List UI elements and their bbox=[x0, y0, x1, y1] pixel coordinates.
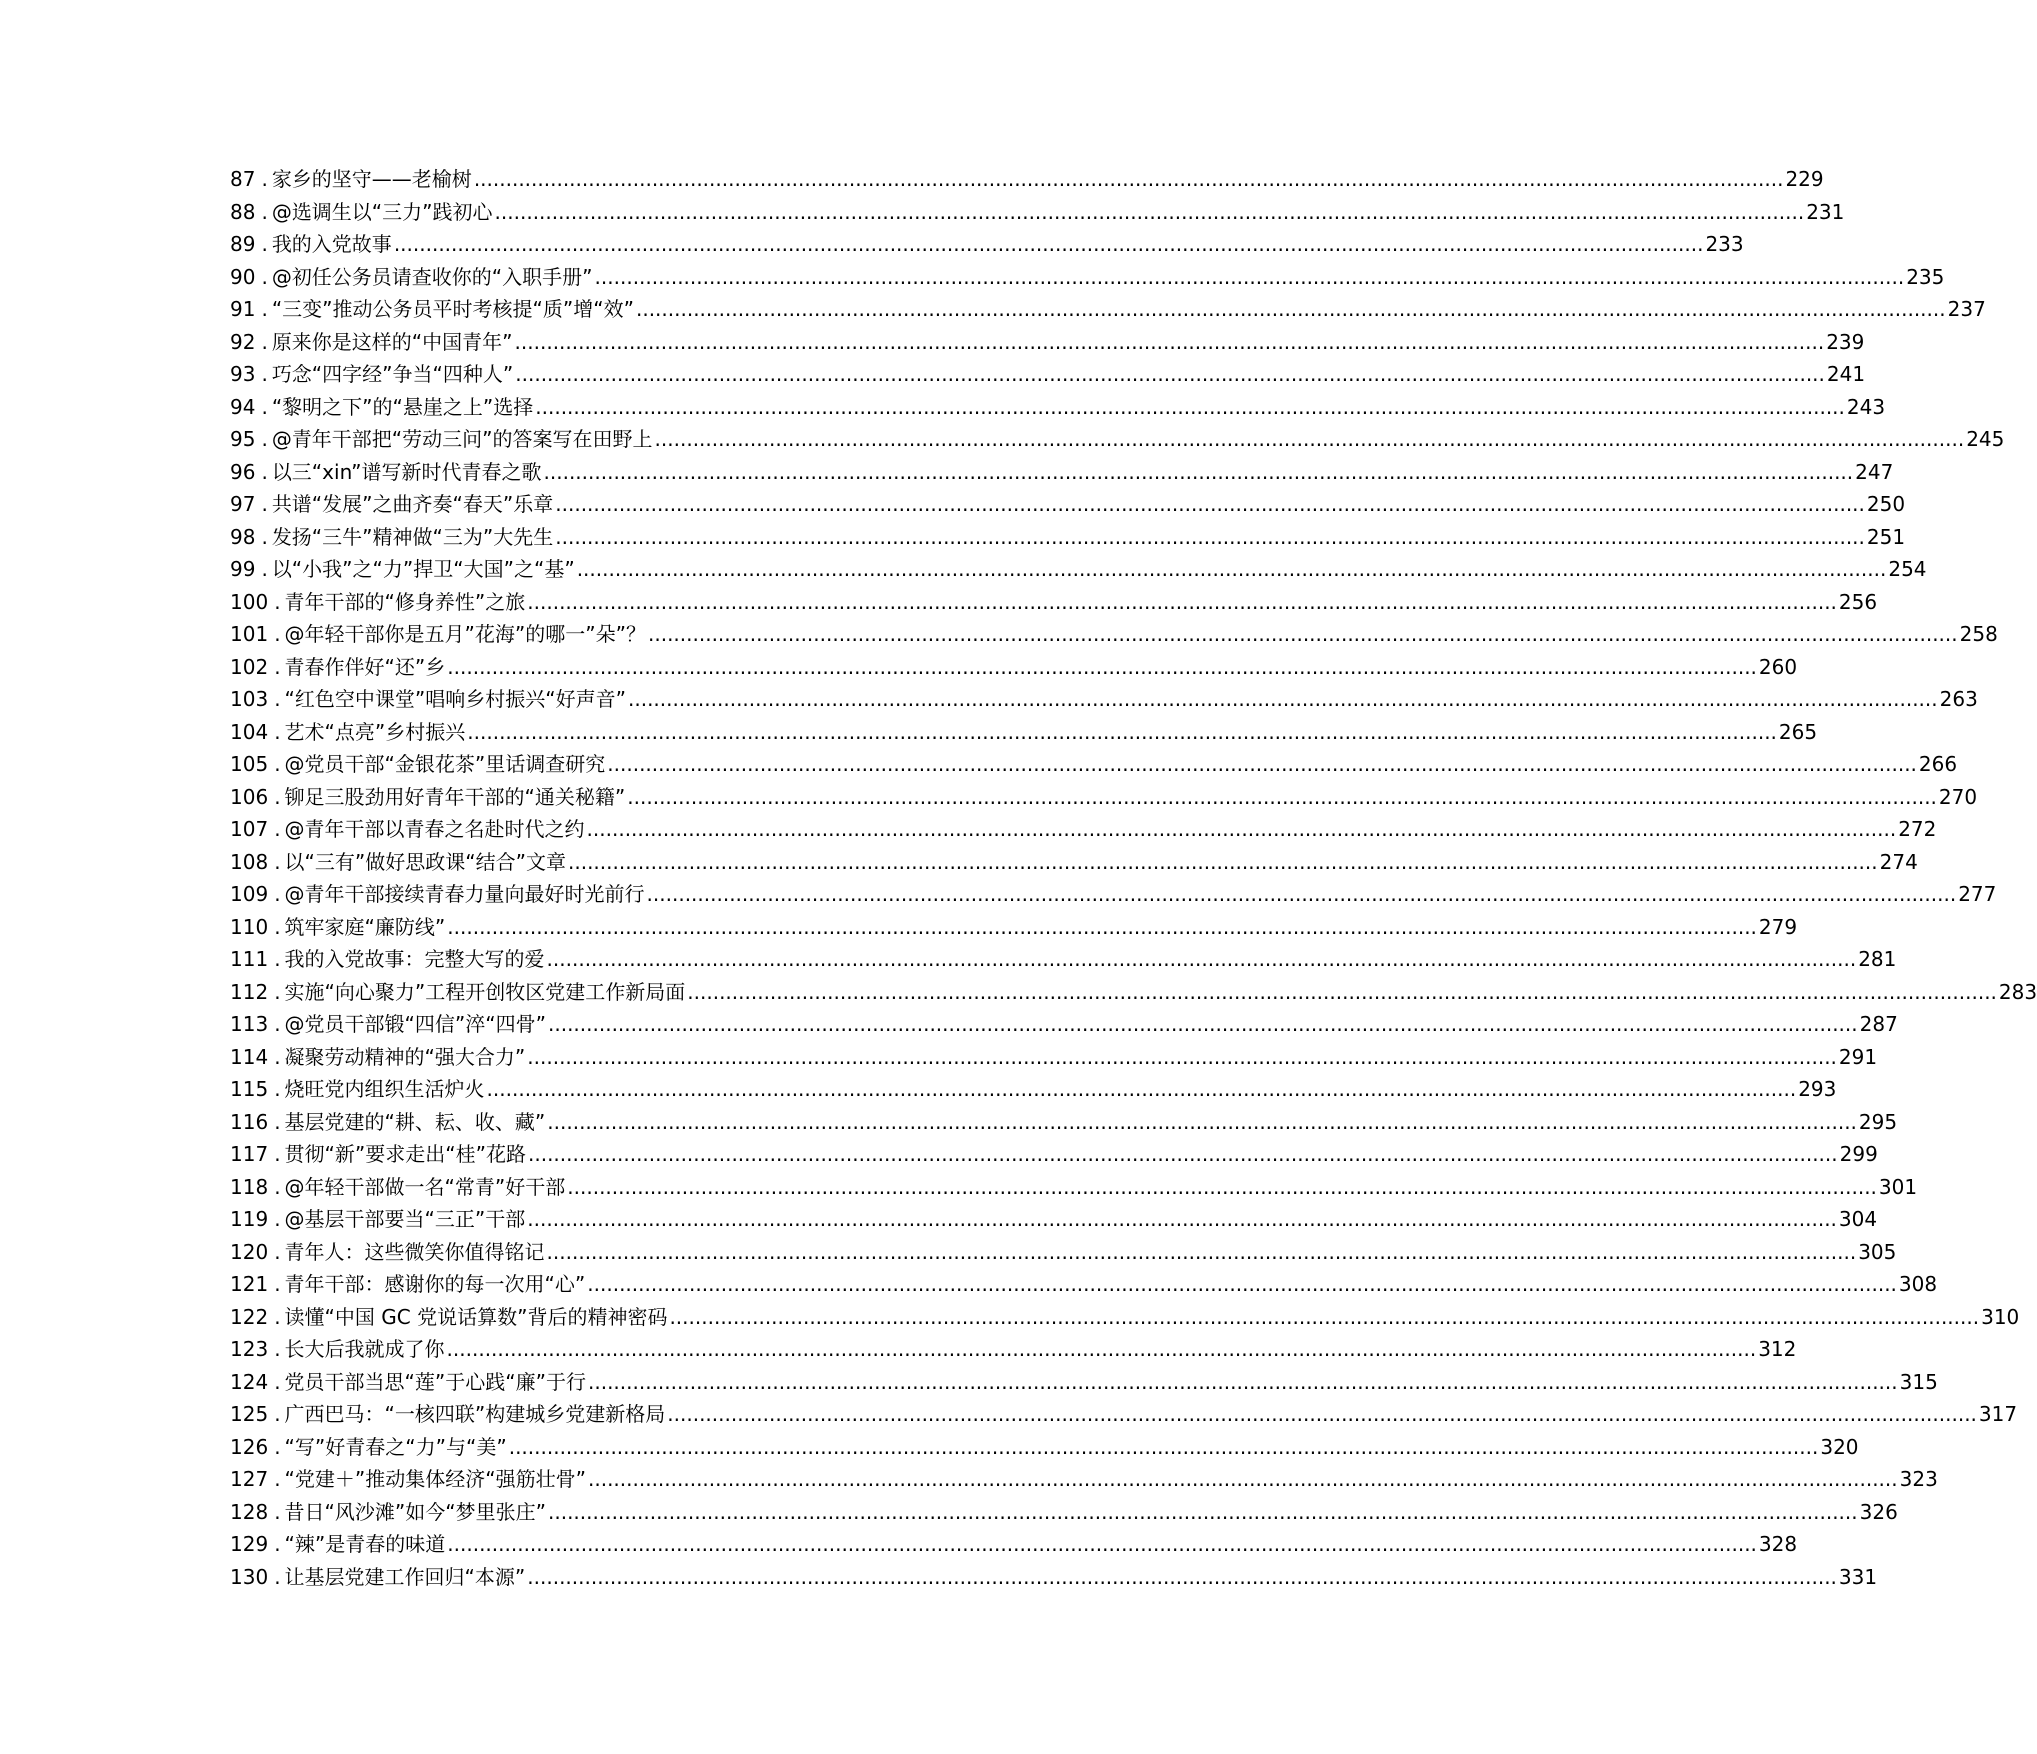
toc-entry-title: “党建＋”推动集体经济“强筋壮骨” bbox=[284, 1467, 586, 1491]
toc-entry-separator: . bbox=[274, 1434, 281, 1459]
toc-entry-page-number: 256 bbox=[1838, 589, 1878, 614]
toc-entry[interactable] bbox=[230, 781, 1978, 814]
toc-entry-title: 让基层党建工作回归“本源” bbox=[284, 1564, 526, 1589]
toc-entry-page-number: 266 bbox=[1918, 752, 1958, 776]
toc-entry-title: @青年干部接续青春力量向最好时光前行 bbox=[284, 882, 645, 906]
toc-entry-page-number: 265 bbox=[1778, 719, 1818, 744]
toc-entry[interactable] bbox=[230, 1398, 2018, 1431]
toc-entry-page-number: 239 bbox=[1826, 329, 1865, 354]
toc-entry-separator: . bbox=[261, 264, 268, 289]
toc-entry-page-number: 241 bbox=[1826, 362, 1866, 386]
toc-entry-title: 昔日“风沙滩”如今“梦里张庄” bbox=[284, 1499, 546, 1524]
toc-entry-number: 121 bbox=[230, 1272, 269, 1296]
toc-entry-separator: . bbox=[274, 687, 281, 711]
toc-entry[interactable] bbox=[230, 1496, 1898, 1529]
toc-entry[interactable] bbox=[230, 651, 1798, 684]
toc-entry-number: 97 bbox=[230, 492, 256, 516]
toc-entry-separator: . bbox=[261, 362, 268, 386]
toc-entry-page-number: 287 bbox=[1859, 1012, 1898, 1036]
toc-entry-number: 127 bbox=[230, 1467, 269, 1491]
toc-dot-leader bbox=[655, 423, 1965, 456]
toc-entry-page-number: 254 bbox=[1888, 557, 1927, 581]
toc-dot-leader bbox=[548, 1496, 1858, 1529]
toc-dot-leader bbox=[628, 683, 1938, 716]
toc-entry-title: 筑牢家庭“廉防线” bbox=[284, 914, 446, 939]
toc-entry-page-number: 293 bbox=[1798, 1077, 1837, 1101]
toc-entry-number: 99 bbox=[230, 557, 256, 581]
toc-entry-separator: . bbox=[274, 1239, 281, 1264]
toc-dot-leader bbox=[588, 1366, 1898, 1399]
toc-dot-leader bbox=[667, 1398, 1977, 1431]
toc-entry[interactable] bbox=[230, 196, 1845, 229]
toc-dot-leader bbox=[487, 1073, 1797, 1106]
toc-entry-page-number: 235 bbox=[1906, 264, 1945, 289]
toc-dot-leader bbox=[555, 521, 1865, 554]
toc-entry-page-number: 231 bbox=[1806, 199, 1845, 224]
toc-entry-page-number: 247 bbox=[1855, 459, 1894, 484]
toc-entry-number: 92 bbox=[230, 329, 256, 354]
toc-entry-title: 烧旺党内组织生活炉火 bbox=[284, 1077, 485, 1101]
toc-entry-page-number: 305 bbox=[1858, 1239, 1897, 1264]
toc-entry-page-number: 260 bbox=[1758, 654, 1798, 679]
toc-entry-page-number: 245 bbox=[1966, 427, 2005, 451]
toc-entry-page-number: 263 bbox=[1939, 687, 1978, 711]
toc-dot-leader bbox=[527, 1041, 1837, 1074]
toc-dot-leader bbox=[495, 196, 1805, 229]
toc-entry-number: 104 bbox=[230, 719, 269, 744]
toc-entry-title: 青年干部：感谢你的每一次用“心” bbox=[284, 1272, 586, 1296]
toc-entry-number: 119 bbox=[230, 1207, 269, 1231]
toc-dot-leader bbox=[627, 781, 1937, 814]
toc-entry-page-number: 281 bbox=[1858, 947, 1897, 971]
toc-entry-page-number: 233 bbox=[1705, 232, 1744, 256]
toc-entry-number: 106 bbox=[230, 784, 269, 809]
toc-entry-number: 120 bbox=[230, 1239, 269, 1264]
toc-entry-separator: . bbox=[274, 882, 281, 906]
toc-entry-title: 基层党建的“耕、耘、收、藏” bbox=[284, 1109, 546, 1134]
toc-entry-separator: . bbox=[261, 394, 268, 419]
toc-entry-separator: . bbox=[274, 719, 281, 744]
toc-entry[interactable] bbox=[230, 163, 1824, 196]
toc-entry-separator: . bbox=[274, 1044, 281, 1069]
toc-entry-separator: . bbox=[274, 849, 281, 874]
toc-entry[interactable] bbox=[230, 1203, 1878, 1236]
toc-entry-title: 以“小我”之“力”捍卫“大国”之“基” bbox=[271, 557, 575, 581]
toc-entry[interactable] bbox=[230, 976, 2037, 1009]
toc-entry-page-number: 304 bbox=[1838, 1207, 1878, 1231]
toc-entry-title: “红色空中课堂”唱响乡村振兴“好声音” bbox=[284, 687, 626, 711]
toc-entry-page-number: 283 bbox=[1998, 979, 2037, 1004]
toc-entry-number: 89 bbox=[230, 232, 256, 256]
toc-entry-number: 100 bbox=[230, 589, 269, 614]
toc-entry-title: 巧念“四字经”争当“四种人” bbox=[271, 362, 514, 386]
toc-entry-page-number: 237 bbox=[1947, 297, 1986, 321]
toc-entry-title: 原来你是这样的“中国青年” bbox=[271, 329, 513, 354]
toc-entry[interactable] bbox=[230, 326, 1865, 359]
toc-dot-leader bbox=[577, 553, 1887, 586]
toc-entry-number: 107 bbox=[230, 817, 269, 841]
toc-entry-title: 实施“向心聚力”工程开创牧区党建工作新局面 bbox=[284, 979, 686, 1004]
toc-entry-title: @初任公务员请查收你的“入职手册” bbox=[271, 264, 593, 289]
toc-entry[interactable] bbox=[230, 521, 1906, 554]
toc-entry-title: “写”好青春之“力”与“美” bbox=[284, 1434, 507, 1459]
toc-entry[interactable] bbox=[230, 488, 1906, 521]
toc-entry-page-number: 251 bbox=[1866, 524, 1906, 549]
toc-entry-number: 103 bbox=[230, 687, 269, 711]
toc-entry-separator: . bbox=[261, 524, 268, 549]
toc-dot-leader bbox=[447, 1528, 1757, 1561]
toc-dot-leader bbox=[447, 1333, 1757, 1366]
toc-entry[interactable] bbox=[230, 391, 1886, 424]
toc-entry[interactable] bbox=[230, 1561, 1878, 1594]
toc-entry[interactable] bbox=[230, 1333, 1797, 1366]
toc-dot-leader bbox=[547, 1236, 1857, 1269]
toc-entry-title: 以三“xin”谱写新时代青春之歌 bbox=[271, 459, 542, 484]
toc-entry-page-number: 299 bbox=[1839, 1142, 1878, 1166]
toc-entry[interactable] bbox=[230, 748, 1958, 781]
toc-dot-leader bbox=[555, 488, 1865, 521]
toc-entry-separator: . bbox=[274, 1532, 281, 1556]
toc-entry-page-number: 331 bbox=[1838, 1564, 1878, 1589]
toc-entry-separator: . bbox=[274, 1337, 281, 1361]
toc-entry-title: @年轻干部做一名“常青”好干部 bbox=[284, 1174, 566, 1199]
toc-entry-page-number: 258 bbox=[1959, 622, 1998, 646]
toc-entry-title: 贯彻“新”要求走出“桂”花路 bbox=[284, 1142, 526, 1166]
toc-entry[interactable] bbox=[230, 1431, 1859, 1464]
toc-dot-leader bbox=[588, 1463, 1898, 1496]
toc-entry-separator: . bbox=[261, 492, 268, 516]
toc-entry-separator: . bbox=[274, 817, 281, 841]
toc-dot-leader bbox=[587, 813, 1897, 846]
toc-entry[interactable] bbox=[230, 943, 1897, 976]
toc-dot-leader bbox=[447, 911, 1757, 944]
toc-entry-number: 93 bbox=[230, 362, 256, 386]
toc-entry[interactable] bbox=[230, 1041, 1878, 1074]
toc-entry-separator: . bbox=[274, 1467, 281, 1491]
toc-entry-page-number: 323 bbox=[1899, 1467, 1938, 1491]
toc-dot-leader bbox=[547, 1106, 1857, 1139]
toc-entry-separator: . bbox=[274, 914, 281, 939]
toc-dot-leader bbox=[527, 1203, 1837, 1236]
toc-entry-page-number: 243 bbox=[1846, 394, 1886, 419]
toc-entry-page-number: 274 bbox=[1879, 849, 1918, 874]
toc-entry-page-number: 315 bbox=[1899, 1369, 1938, 1394]
toc-dot-leader bbox=[567, 1171, 1877, 1204]
toc-entry-number: 94 bbox=[230, 394, 256, 419]
toc-entry[interactable] bbox=[230, 553, 1927, 586]
toc-entry-page-number: 270 bbox=[1938, 784, 1978, 809]
toc-entry-separator: . bbox=[261, 297, 268, 321]
toc-entry-separator: . bbox=[274, 784, 281, 809]
toc-entry-page-number: 326 bbox=[1859, 1499, 1898, 1524]
toc-dot-leader bbox=[394, 228, 1704, 261]
toc-entry-title: @青年干部把“劳动三问”的答案写在田野上 bbox=[271, 427, 653, 451]
toc-entry-page-number: 328 bbox=[1758, 1532, 1798, 1556]
toc-entry-number: 95 bbox=[230, 427, 256, 451]
toc-entry[interactable] bbox=[230, 878, 1997, 911]
toc-entry-title: 艺术“点亮”乡村振兴 bbox=[284, 719, 466, 744]
toc-entry-separator: . bbox=[274, 1499, 281, 1524]
toc-entry-separator: . bbox=[274, 1369, 281, 1394]
toc-entry-separator: . bbox=[274, 1304, 281, 1329]
toc-dot-leader bbox=[527, 586, 1837, 619]
toc-entry-title: 凝聚劳动精神的“强大合力” bbox=[284, 1044, 526, 1069]
toc-entry-number: 101 bbox=[230, 622, 269, 646]
toc-entry-separator: . bbox=[274, 654, 281, 679]
toc-entry-number: 126 bbox=[230, 1434, 269, 1459]
toc-entry[interactable] bbox=[230, 423, 2005, 456]
toc-entry-number: 88 bbox=[230, 199, 256, 224]
toc-entry[interactable] bbox=[230, 846, 1918, 879]
toc-entry[interactable] bbox=[230, 1236, 1897, 1269]
toc-entry-separator: . bbox=[261, 427, 268, 451]
toc-entry-separator: . bbox=[274, 1174, 281, 1199]
toc-entry-number: 90 bbox=[230, 264, 256, 289]
toc-entry-title: 青春作伴好“还”乡 bbox=[284, 654, 446, 679]
toc-entry-title: @选调生以“三力”践初心 bbox=[271, 199, 493, 224]
toc-entry-page-number: 310 bbox=[1981, 1304, 2020, 1329]
toc-entry[interactable] bbox=[230, 586, 1878, 619]
toc-entry-title: 广西巴马：“一核四联”构建城乡党建新格局 bbox=[284, 1402, 666, 1426]
toc-entry-title: 读懂“中国 GC 党说话算数”背后的精神密码 bbox=[284, 1304, 668, 1329]
toc-entry-separator: . bbox=[261, 199, 268, 224]
toc-entry-title: 长大后我就成了你 bbox=[284, 1337, 445, 1361]
toc-dot-leader bbox=[527, 1561, 1837, 1594]
toc-dot-leader bbox=[528, 1138, 1838, 1171]
toc-dot-leader bbox=[607, 748, 1917, 781]
toc-entry-number: 130 bbox=[230, 1564, 269, 1589]
toc-dot-leader bbox=[548, 1008, 1858, 1041]
toc-dot-leader bbox=[669, 1301, 1979, 1334]
toc-entry-title: 家乡的坚守——老榆树 bbox=[271, 167, 472, 191]
toc-dot-leader bbox=[474, 163, 1784, 196]
toc-dot-leader bbox=[636, 293, 1946, 326]
toc-entry-title: 我的入党故事：完整大写的爱 bbox=[284, 947, 545, 971]
toc-entry[interactable] bbox=[230, 228, 1744, 261]
toc-entry-title: @年轻干部你是五月”花海”的哪一”朵”？ bbox=[284, 622, 646, 646]
toc-entry-separator: . bbox=[274, 1207, 281, 1231]
toc-entry[interactable] bbox=[230, 911, 1798, 944]
toc-entry-number: 105 bbox=[230, 752, 269, 776]
toc-entry[interactable] bbox=[230, 813, 1937, 846]
toc-entry-separator: . bbox=[261, 557, 268, 581]
toc-entry-page-number: 317 bbox=[1978, 1402, 2018, 1426]
toc-entry[interactable] bbox=[230, 1268, 1938, 1301]
toc-entry[interactable] bbox=[230, 1528, 1798, 1561]
toc-entry-title: @基层干部要当“三正”干部 bbox=[284, 1207, 526, 1231]
toc-entry-separator: . bbox=[274, 1402, 281, 1426]
toc-entry-page-number: 308 bbox=[1898, 1272, 1938, 1296]
toc-entry[interactable] bbox=[230, 683, 1978, 716]
toc-entry[interactable] bbox=[230, 1366, 1938, 1399]
toc-dot-leader bbox=[568, 846, 1878, 879]
toc-dot-leader bbox=[648, 618, 1958, 651]
toc-entry-separator: . bbox=[274, 979, 281, 1004]
toc-dot-leader bbox=[509, 1431, 1819, 1464]
toc-entry-page-number: 229 bbox=[1785, 167, 1824, 191]
toc-entry-separator: . bbox=[261, 167, 268, 191]
toc-entry-number: 111 bbox=[230, 947, 269, 971]
toc-entry-number: 96 bbox=[230, 459, 256, 484]
toc-dot-leader bbox=[595, 261, 1905, 294]
toc-entry-separator: . bbox=[274, 752, 281, 776]
toc-dot-leader bbox=[515, 326, 1825, 359]
toc-entry[interactable] bbox=[230, 618, 1998, 651]
table-of-contents bbox=[230, 163, 2037, 1593]
toc-dot-leader bbox=[547, 943, 1857, 976]
toc-entry-title: 以“三有”做好思政课“结合”文章 bbox=[284, 849, 566, 874]
toc-entry-separator: . bbox=[274, 1272, 281, 1296]
toc-entry[interactable] bbox=[230, 1073, 1837, 1106]
toc-entry-page-number: 291 bbox=[1838, 1044, 1878, 1069]
toc-entry-number: 115 bbox=[230, 1077, 269, 1101]
toc-entry-separator: . bbox=[274, 589, 281, 614]
toc-entry-number: 110 bbox=[230, 914, 269, 939]
toc-dot-leader bbox=[447, 651, 1757, 684]
toc-entry-number: 122 bbox=[230, 1304, 269, 1329]
toc-dot-leader bbox=[544, 456, 1854, 489]
toc-entry-title: @党员干部“金银花茶”里话调查研究 bbox=[284, 752, 606, 776]
toc-entry-number: 124 bbox=[230, 1369, 269, 1394]
toc-entry-number: 98 bbox=[230, 524, 256, 549]
toc-entry-title: 青年人：这些微笑你值得铭记 bbox=[284, 1239, 545, 1264]
toc-entry-separator: . bbox=[274, 1564, 281, 1589]
toc-entry-title: 铆足三股劲用好青年干部的“通关秘籍” bbox=[284, 784, 626, 809]
toc-entry-number: 129 bbox=[230, 1532, 269, 1556]
toc-entry-separator: . bbox=[261, 232, 268, 256]
toc-entry[interactable] bbox=[230, 1301, 2020, 1334]
toc-entry-separator: . bbox=[274, 1109, 281, 1134]
toc-entry-page-number: 295 bbox=[1858, 1109, 1898, 1134]
toc-entry-title: 党员干部当思“莲”于心践“廉”于行 bbox=[284, 1369, 586, 1394]
toc-entry[interactable] bbox=[230, 1171, 1918, 1204]
toc-entry-page-number: 320 bbox=[1820, 1434, 1859, 1459]
toc-entry-number: 113 bbox=[230, 1012, 269, 1036]
toc-entry-separator: . bbox=[274, 947, 281, 971]
toc-entry-title: 共谱“发展”之曲齐奏“春天”乐章 bbox=[271, 492, 554, 516]
toc-entry-number: 109 bbox=[230, 882, 269, 906]
toc-entry-page-number: 312 bbox=[1758, 1337, 1797, 1361]
toc-entry[interactable] bbox=[230, 293, 1986, 326]
toc-entry-title: @党员干部锻“四信”淬“四骨” bbox=[284, 1012, 546, 1036]
toc-dot-leader bbox=[587, 1268, 1897, 1301]
toc-entry-page-number: 272 bbox=[1898, 817, 1937, 841]
toc-entry-title: @青年干部以青春之名赴时代之约 bbox=[284, 817, 585, 841]
toc-entry-title: “黎明之下”的“悬崖之上”选择 bbox=[271, 394, 534, 419]
toc-entry-number: 125 bbox=[230, 1402, 269, 1426]
toc-entry-number: 87 bbox=[230, 167, 256, 191]
toc-entry[interactable] bbox=[230, 1008, 1898, 1041]
toc-dot-leader bbox=[687, 976, 1997, 1009]
toc-entry[interactable] bbox=[230, 456, 1894, 489]
toc-entry-number: 112 bbox=[230, 979, 269, 1004]
toc-entry-separator: . bbox=[261, 329, 268, 354]
toc-entry-number: 102 bbox=[230, 654, 269, 679]
toc-entry-page-number: 279 bbox=[1758, 914, 1798, 939]
toc-entry-number: 91 bbox=[230, 297, 256, 321]
toc-dot-leader bbox=[647, 878, 1957, 911]
toc-entry-separator: . bbox=[274, 1142, 281, 1166]
toc-entry[interactable] bbox=[230, 358, 1866, 391]
toc-entry-separator: . bbox=[274, 1012, 281, 1036]
toc-entry[interactable] bbox=[230, 716, 1818, 749]
toc-entry-page-number: 250 bbox=[1866, 492, 1906, 516]
toc-entry-number: 108 bbox=[230, 849, 269, 874]
toc-entry-separator: . bbox=[261, 459, 268, 484]
toc-entry-separator: . bbox=[274, 622, 281, 646]
toc-dot-leader bbox=[467, 716, 1777, 749]
toc-entry-separator: . bbox=[274, 1077, 281, 1101]
toc-entry[interactable] bbox=[230, 1463, 1938, 1496]
toc-entry-title: “三变”推动公务员平时考核提“质”增“效” bbox=[271, 297, 634, 321]
toc-dot-leader bbox=[515, 358, 1825, 391]
toc-entry-page-number: 301 bbox=[1878, 1174, 1918, 1199]
toc-entry[interactable] bbox=[230, 1138, 1878, 1171]
toc-entry[interactable] bbox=[230, 1106, 1898, 1139]
toc-entry[interactable] bbox=[230, 261, 1945, 294]
toc-entry-title: “辣”是青春的味道 bbox=[284, 1532, 446, 1556]
toc-entry-number: 128 bbox=[230, 1499, 269, 1524]
toc-dot-leader bbox=[535, 391, 1845, 424]
toc-entry-number: 116 bbox=[230, 1109, 269, 1134]
toc-entry-title: 青年干部的“修身养性”之旅 bbox=[284, 589, 526, 614]
toc-entry-number: 118 bbox=[230, 1174, 269, 1199]
toc-entry-number: 123 bbox=[230, 1337, 269, 1361]
toc-entry-title: 我的入党故事 bbox=[271, 232, 392, 256]
toc-entry-number: 117 bbox=[230, 1142, 269, 1166]
toc-entry-title: 发扬“三牛”精神做“三为”大先生 bbox=[271, 524, 554, 549]
toc-entry-page-number: 277 bbox=[1958, 882, 1997, 906]
toc-entry-number: 114 bbox=[230, 1044, 269, 1069]
